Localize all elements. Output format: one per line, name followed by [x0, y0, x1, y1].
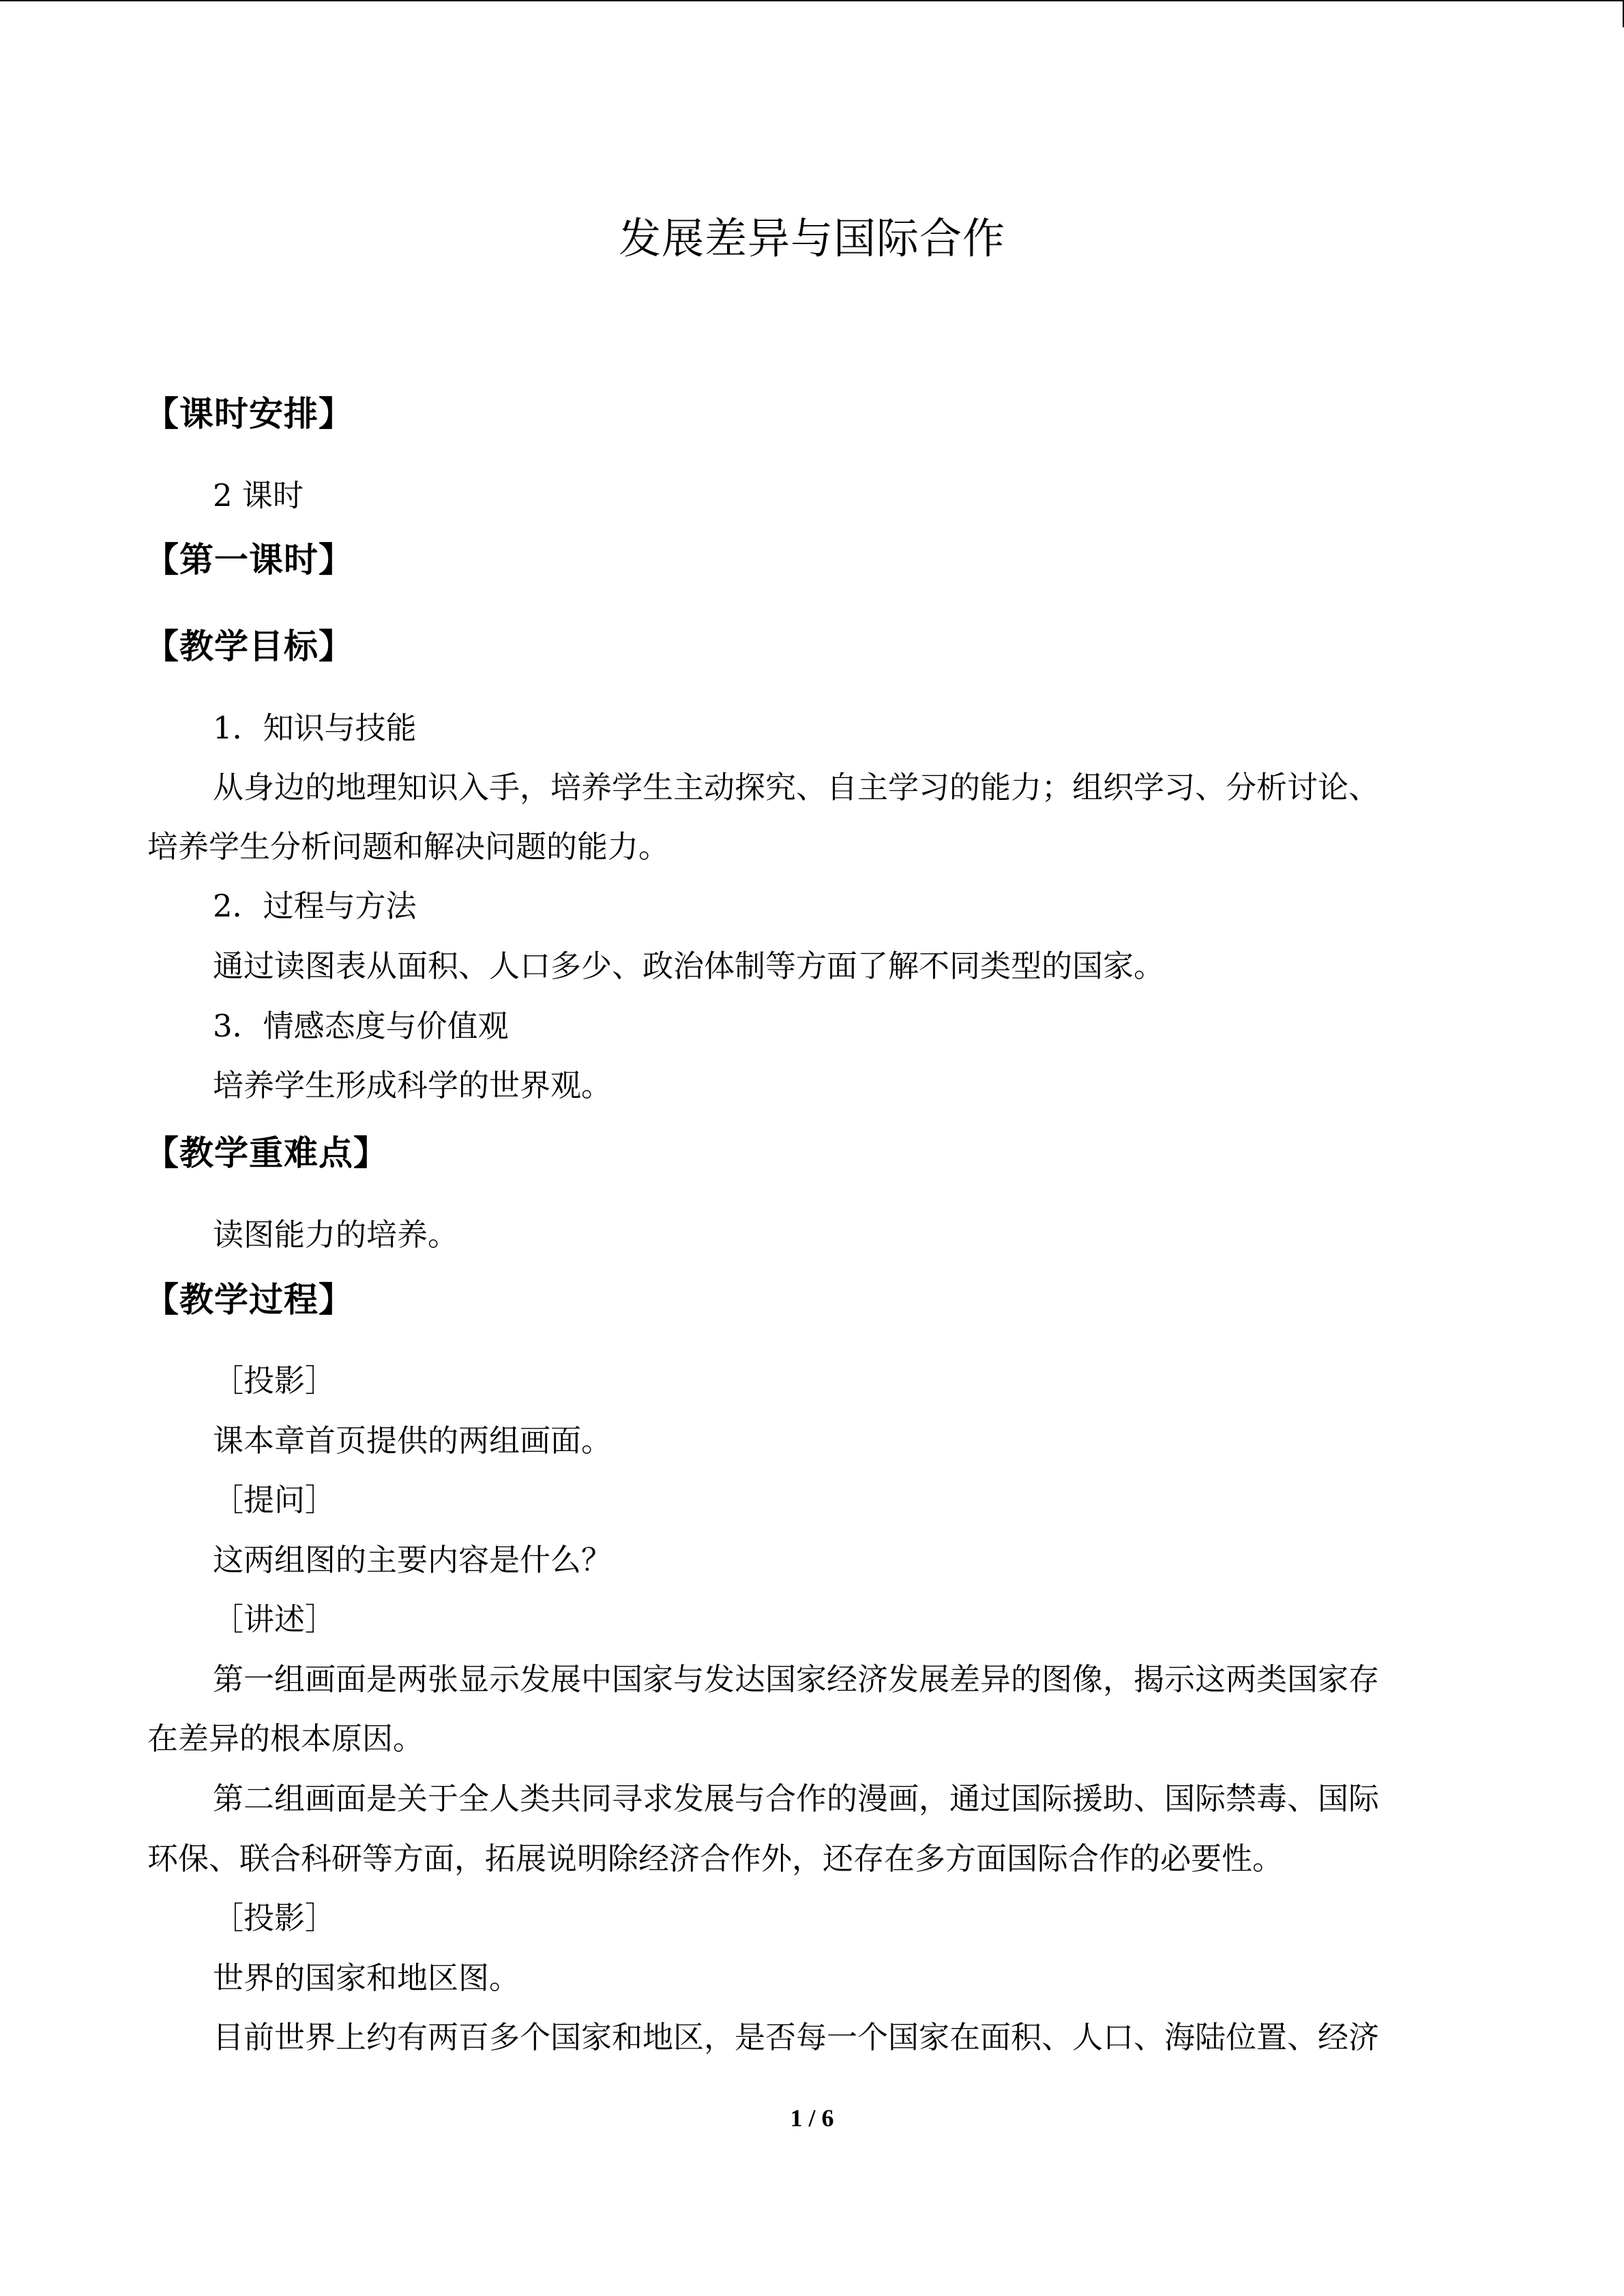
- projection-text-1: 课本章首页提供的两组画面。: [213, 1422, 612, 1459]
- goal1-text-line2: 培养学生分析问题和解决问题的能力。: [147, 829, 670, 865]
- goal3-title: 3．情感态度与价值观: [213, 1008, 509, 1044]
- heading-process: 【教学过程】: [145, 1279, 353, 1320]
- heading-goals: 【教学目标】: [145, 626, 353, 666]
- goal2-text: 通过读图表从面积、人口多少、政治体制等方面了解不同类型的国家。: [213, 948, 1165, 984]
- projection-tag-1: ［投影］: [213, 1362, 336, 1399]
- heading-keypoints: 【教学重难点】: [145, 1133, 388, 1173]
- last-paragraph-line: 目前世界上约有两百多个国家和地区，是否每一个国家在面积、人口、海陆位置、经济: [213, 2019, 1380, 2055]
- goal1-text-line1: 从身边的地理知识入手，培养学生主动探究、自主学习的能力；组织学习、分析讨论、: [213, 769, 1380, 805]
- goal1-title: 1．知识与技能: [213, 710, 417, 746]
- question-tag: ［提问］: [213, 1482, 336, 1518]
- narration2-line2: 环保、联合科研等方面，拓展说明除经济合作外，还存在多方面国际合作的必要性。: [147, 1840, 1284, 1877]
- page-number: 1 / 6: [790, 2104, 834, 2132]
- heading-schedule: 【课时安排】: [145, 393, 353, 434]
- projection-text-2: 世界的国家和地区图。: [213, 1960, 520, 1996]
- narration-tag: ［讲述］: [213, 1601, 336, 1637]
- page-top-border: [0, 0, 1624, 1]
- narration2-line1: 第二组画面是关于全人类共同寻求发展与合作的漫画，通过国际援助、国际禁毒、国际: [213, 1780, 1380, 1817]
- narration1-line1: 第一组画面是两张显示发展中国家与发达国家经济发展差异的图像，揭示这两类国家存: [213, 1661, 1380, 1697]
- heading-lesson1: 【第一课时】: [145, 539, 353, 580]
- projection-tag-2: ［投影］: [213, 1900, 336, 1936]
- schedule-text: 2 课时: [213, 477, 304, 513]
- document-title: 发展差异与国际合作: [618, 213, 1005, 263]
- keypoints-text: 读图能力的培养。: [213, 1217, 459, 1253]
- question-text: 这两组图的主要内容是什么？: [213, 1542, 612, 1578]
- goal2-title: 2．过程与方法: [213, 888, 417, 924]
- narration1-line2: 在差异的根本原因。: [147, 1720, 424, 1757]
- goal3-text: 培养学生形成科学的世界观。: [213, 1067, 612, 1103]
